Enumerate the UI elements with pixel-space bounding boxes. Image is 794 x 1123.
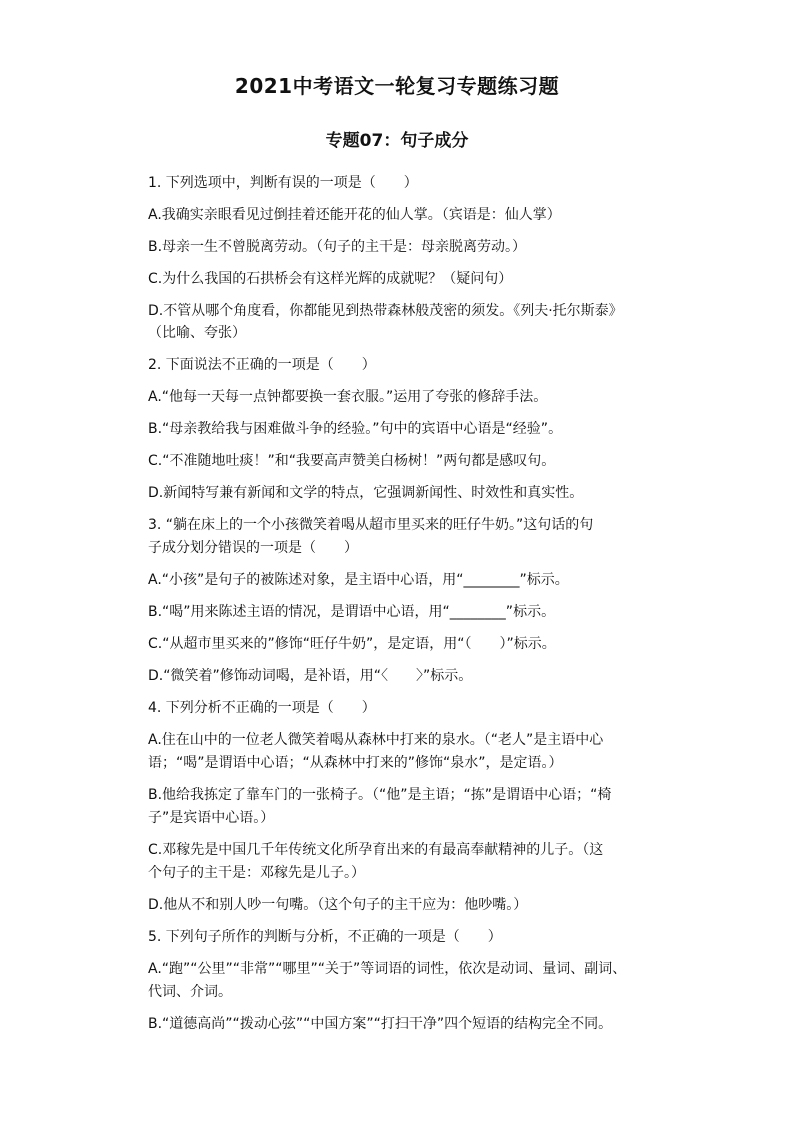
question-3-option-c: C.“从超市里买来的”修饰“旺仔牛奶”，是定语，用“（ ）”标示。 [148, 636, 556, 652]
question-5-stem: 5. 下列句子所作的判断与分析，不正确的一项是（ ） [148, 929, 502, 945]
question-5-option-a-continued: 代词、介词。 [148, 984, 232, 1000]
question-2-stem: 2. 下面说法不正确的一项是（ ） [148, 357, 376, 373]
question-4-option-c-continued: 个句子的主干是：邓稼先是儿子。） [148, 865, 365, 881]
question-1-stem: 1. 下列选项中，判断有误的一项是（ ） [148, 175, 418, 191]
question-1-option-d-continued: （比喻、夸张） [148, 325, 246, 341]
question-4-option-a-continued: 语；“喝”是谓语中心语；“从森林中打来的”修饰“泉水”，是定语。） [148, 755, 563, 771]
question-4-option-b: B.他给我拣定了靠车门的一张椅子。（“他”是主语；“拣”是谓语中心语；“椅 [148, 787, 612, 803]
question-2-option-b: B.“母亲教给我与困难做斗争的经验。”句中的宾语中心语是“经验”。 [148, 421, 563, 437]
question-2-option-c: C.“不准随地吐痰！”和“我要高声赞美白杨树！”两句都是感叹句。 [148, 453, 556, 469]
question-1-option-b: B.母亲一生不曾脱离劳动。（句子的主干是：母亲脱离劳动。） [148, 239, 527, 255]
question-3-option-b: B.“喝”用来陈述主语的情况，是谓语中心语，用“________”标示。 [148, 604, 556, 620]
question-5-option-a: A.“跑”“公里”“非常”“哪里”“关于”等词语的词性，依次是动词、量词、副词、 [148, 961, 627, 977]
question-5-option-b: B.“道德高尚”“拨动心弦”“中国方案”“打扫干净”四个短语的结构完全不同。 [148, 1016, 613, 1032]
question-3-option-d: D.“微笑着”修饰动词喝，是补语，用“〈 〉”标示。 [148, 668, 473, 684]
question-3-stem-continued: 子成分划分错误的一项是（ ） [148, 540, 358, 556]
question-4-option-b-continued: 子”是宾语中心语。） [148, 810, 275, 826]
document-title: 2021中考语文一轮复习专题练习题 [234, 74, 560, 98]
question-1-option-c: C.为什么我国的石拱桥会有这样光辉的成就呢？（疑问句） [148, 271, 513, 287]
question-4-stem: 4. 下列分析不正确的一项是（ ） [148, 700, 376, 716]
question-4-option-d: D.他从不和别人吵一句嘴。（这个句子的主干应为：他吵嘴。） [148, 897, 528, 913]
question-4-option-c: C.邓稼先是中国几千年传统文化所孕育出来的有最高奉献精神的儿子。（这 [148, 842, 604, 858]
document-subtitle: 专题07：句子成分 [325, 131, 469, 151]
question-2-option-d: D.新闻特写兼有新闻和文学的特点，它强调新闻性、时效性和真实性。 [148, 485, 584, 501]
question-4-option-a: A.住在山中的一位老人微笑着喝从森林中打来的泉水。（“老人”是主语中心 [148, 732, 604, 748]
question-3-option-a: A.“小孩”是句子的被陈述对象，是主语中心语，用“________”标示。 [148, 572, 569, 588]
question-1-option-a: A.我确实亲眼看见过倒挂着还能开花的仙人掌。（宾语是：仙人掌） [148, 207, 561, 223]
question-2-option-a: A.“他每一天每一点钟都要换一套衣服。”运用了夸张的修辞手法。 [148, 389, 548, 405]
question-1-option-d: D.不管从哪个角度看，你都能见到热带森林般茂密的须发。《列夫·托尔斯泰》 [148, 303, 623, 319]
question-3-stem: 3. “躺在床上的一个小孩微笑着喝从超市里买来的旺仔牛奶。”这句话的句 [148, 517, 594, 533]
